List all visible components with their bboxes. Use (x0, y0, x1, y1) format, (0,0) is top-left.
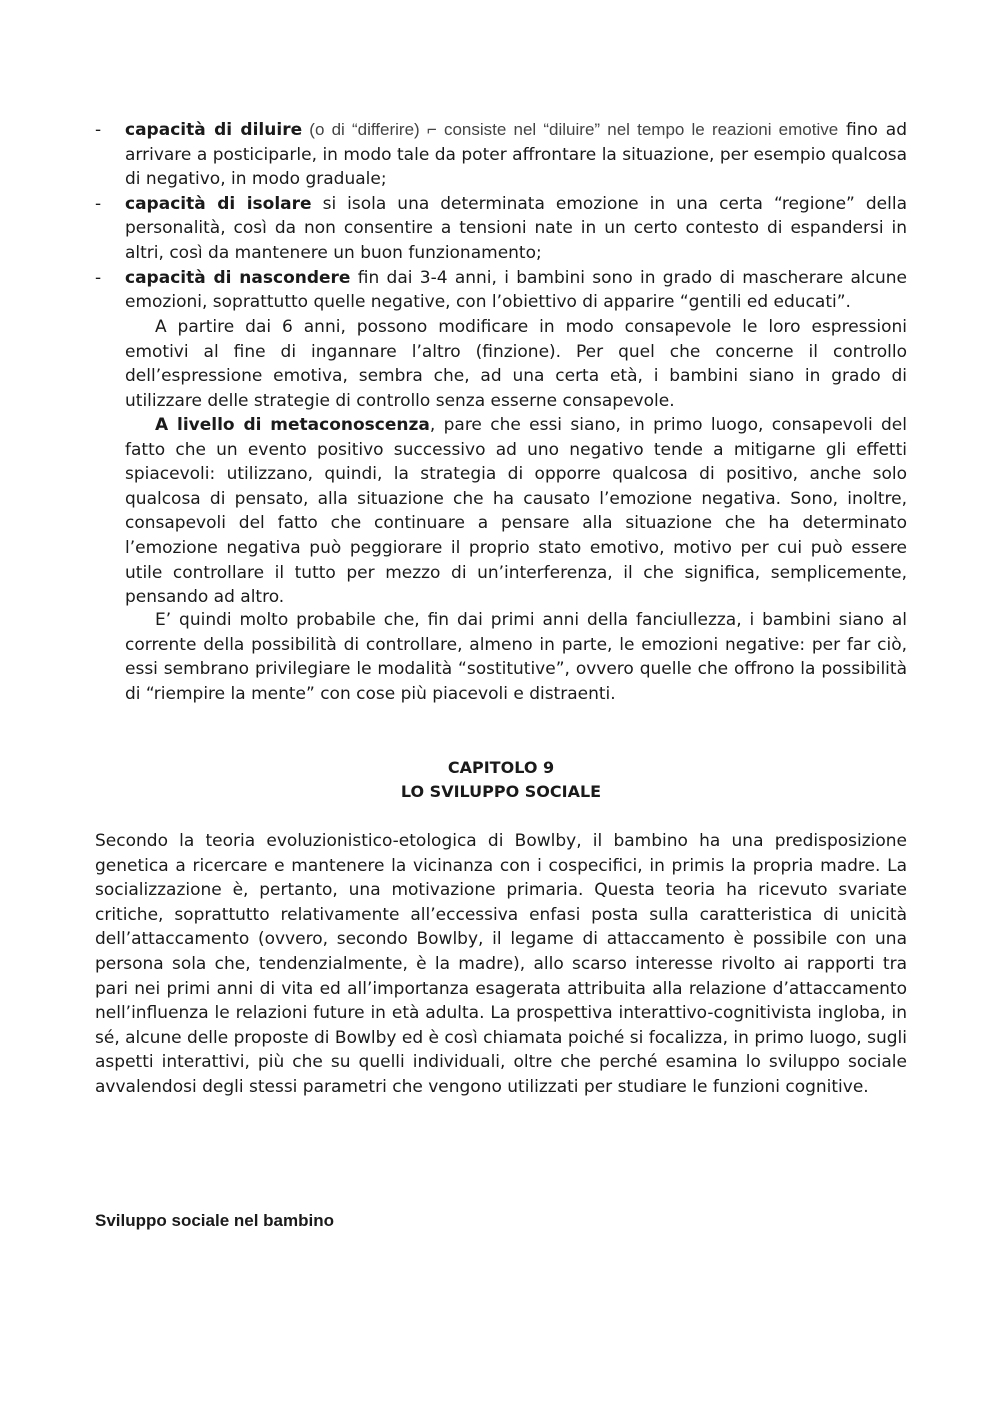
bullet-marker: - (95, 267, 102, 288)
chapter-number: CAPITOLO 9 (447, 758, 555, 777)
bullet-marker: - (95, 120, 102, 140)
chapter-title: LO SVILUPPO SOCIALE (400, 782, 602, 801)
intro-paragraph: Secondo la teoria evoluzionistico-etologica di Bowlby, il bambino ha una predisposizione genetica a ricercare e mantenere la vicinanza con i cospecifici, in primis la propria madre. La socializzazione è, pertanto, una motivazione primaria. Questa teoria ha ricevuto svariate critiche, soprattutto relativamente all’eccessiva enfasi posta sulla caratteristica di unicità dell’attaccamento (ovvero, secondo Bowlby, il legame di attaccamento è possibile con una persona sola che, tendenzialmente, è la madre), allo scarso interesse rivolto ai rapporti tra pari nei primi anni di vita ed all’importanza esagerata attribuita alla relazione d’attaccamento nell’influenza le relazioni future in età adulta. La prospettiva interattivo-cognitivista ingloba, in sé, alcune delle proposte di Bowlby ed è così chiamata poiché si focalizza, in primo luogo, sugli aspetti interattivi, più che su quelli individuali, oltre che perché esamina lo sviluppo sociale avvalendosi degli stessi parametri che vengono utilizzati per studiare le funzioni cognitive. (95, 831, 907, 1097)
bullet-item-nascondere (95, 266, 907, 315)
paragraph-text: , pare che essi siano, in primo luogo, consapevoli del fatto che un evento positivo successivo ad uno negativo tende a mitigarne gli effetti spiacevoli: utilizzano, quindi, la strategia di opporre qualcosa di positivo, anche solo qualcosa di pensato, alla situazione che ha causato l’emozione negativa. Sono, inoltre, consapevoli del fatto che continuare a pensare alla situazione che ha determinato l’emozione negativa può peggiorare il proprio stato emotivo, motivo per cui può essere utile controllare il tutto per mezzo di un’interferenza, il che significa, semplicemente, pensando ad altro. (125, 415, 907, 608)
bullet-text-light: (o di “differire) ⌐ consiste nel “diluire” nel tempo le reazioni emotive (302, 120, 839, 139)
bullet-item-isolare (95, 192, 907, 266)
bullet-term: capacità di nascondere (125, 267, 351, 288)
bullet-text: fino ad arrivare a posticiparle, in modo tale da poter affrontare la situazione, per esempio qualcosa di negativo, in modo graduale; (125, 120, 907, 190)
paragraph-metaconoscenza (125, 413, 907, 610)
paragraph-bold-lead: A livello di metaconoscenza (155, 415, 430, 435)
paragraph-conclusion: E’ quindi molto probabile che, fin dai primi anni della fanciullezza, i bambini siano al corrente della possibilità di controllare, almeno in parte, le emozioni negative: per far ciò, essi sembrano privilegiare le modalità “sostitutive”, ovvero quelle che offrono la possibilità di “riempire la mente” con cose più piacevoli e distraenti. (125, 610, 907, 704)
bullet-text: fin dai 3-4 anni, i bambini sono in grado di mascherare alcune emozioni, soprattutto quelle negative, con l’obiettivo di apparire “gentili ed educati”. (125, 267, 907, 313)
paragraph-six-years: A partire dai 6 anni, possono modificare in modo consapevole le loro espressioni emotivi al fine di ingannare l’altro (finzione). Per quel che concerne il controllo dell’espressione emotiva, sembra che, ad una certa età, i bambini siano in grado di utilizzare delle strategie di controllo senza esserne consapevole. (125, 317, 907, 411)
section-heading: Sviluppo sociale nel bambino (95, 1211, 334, 1230)
bullet-term: capacità di diluire (125, 120, 303, 140)
bullet-term: capacità di isolare (125, 193, 312, 214)
bullet-marker: - (95, 193, 102, 214)
bullet-text: si isola una determinata emozione in una certa “regione” della personalità, così da non consentire a tensioni nate in un certo contesto di espandersi in altri, così da mantenere un buon funzionamento; (125, 193, 907, 263)
bullet-list (95, 118, 907, 315)
bullet-item-diluire (95, 118, 907, 192)
